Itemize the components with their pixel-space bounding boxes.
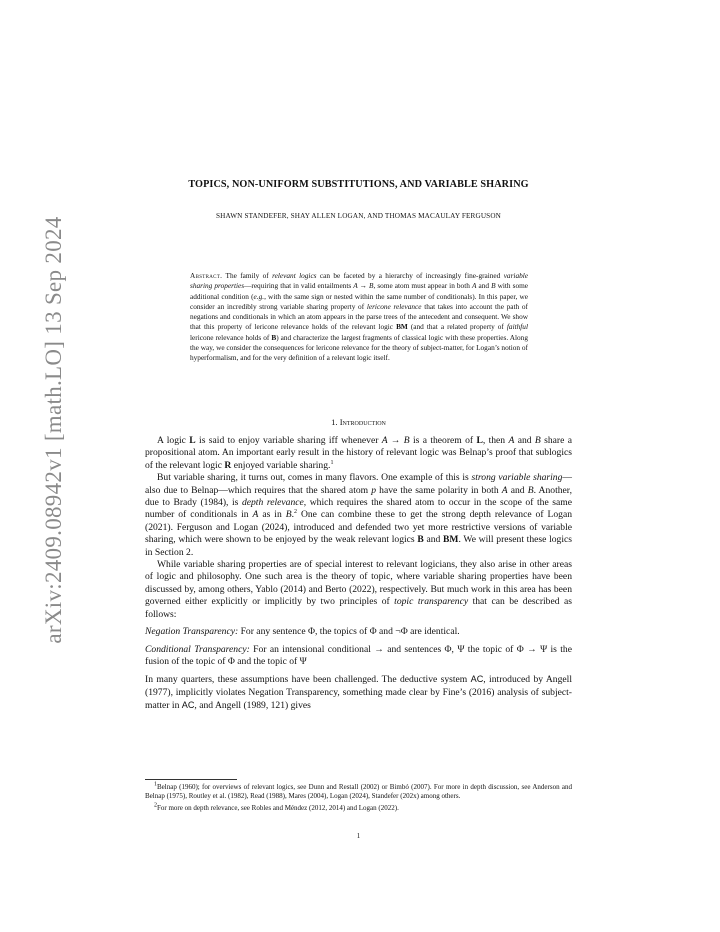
- abstract-text: ) and characterize the largest fragments of classical logic with these properties. Along the way, we consider the consequences for lericone relevance for the theory of subject-matter, for Logan’s notion of hyperformalism, and for the very definition of a relevant logic itself.: [190, 332, 528, 363]
- emph: strong variable sharing: [471, 472, 563, 484]
- abstract-emph: faithful: [506, 322, 528, 332]
- text-run: —also due to Belnap—which requires that the shared atom: [145, 472, 572, 496]
- text-run: , and Angell (1989, 121) gives: [194, 700, 311, 712]
- section-title: Introduction: [339, 417, 386, 427]
- text-run: have the same polarity in both: [376, 484, 502, 496]
- math: B: [285, 509, 292, 521]
- abstract-emph: lericone relevance: [366, 301, 422, 311]
- math: A → B: [381, 435, 410, 446]
- abstract-text: with some additional condition (: [190, 281, 529, 301]
- text-run: as in: [258, 509, 286, 521]
- text-run: and: [423, 534, 444, 546]
- arxiv-identifier-stamp: arXiv:2409.08942v1 [math.LO] 13 Sep 2024: [41, 216, 66, 644]
- footnote-mark: 1: [154, 781, 157, 788]
- emph: depth relevance: [241, 497, 304, 509]
- text-run: For an intensional conditional → and sentences Φ, Ψ the topic of Φ → Ψ is the fusion of the topic of Φ and the topic of Ψ: [145, 643, 572, 667]
- footnote-text: For more on depth relevance, see Robles and Méndez (2012, 2014) and Logan (2022).: [157, 803, 399, 812]
- abstract-math: B: [491, 281, 496, 291]
- abstract-text: lericone relevance holds of: [190, 332, 272, 342]
- principle-label: Negation Transparency:: [145, 626, 239, 638]
- math: B: [527, 484, 534, 496]
- text-run: A logic: [157, 435, 190, 446]
- logic-name: L: [476, 435, 483, 446]
- principle-label: Conditional Transparency:: [145, 643, 250, 655]
- text-run: One can combine these to get the strong depth relevance of Logan (2021). Ferguson and Logan (2024), introduced and defended two yet more restrictive versions of variable sharing, which were shown to be enjoyed by the weak relevant logics: [145, 509, 573, 546]
- paragraph: [145, 559, 572, 621]
- paragraph: [145, 673, 572, 712]
- abstract-text: , some atom must appear in both: [373, 281, 472, 291]
- text-run: . We will present these logics in Section 2.: [145, 534, 572, 558]
- text-run: For any sentence Φ, the topics of Φ and ¬Φ are identical.: [238, 626, 460, 638]
- text-run: is a theorem of: [409, 435, 477, 446]
- abstract-math: A → B: [353, 281, 374, 291]
- body-text: [145, 435, 572, 713]
- text-run: .: [291, 509, 294, 521]
- text-run: , which requires the shared atom to occur in the scope of the same number of conditionals in: [145, 497, 572, 521]
- math: A: [501, 484, 508, 496]
- principle-negation-transparency: [145, 626, 572, 638]
- section-number: 1.: [331, 417, 340, 427]
- logic-name: B: [417, 534, 424, 546]
- paragraph: [145, 435, 572, 472]
- abstract-emph: e.g.: [253, 291, 265, 301]
- math: p: [371, 484, 377, 496]
- text-run: and: [514, 435, 535, 446]
- footnotes: [145, 783, 572, 815]
- abstract-label: Abstract.: [190, 271, 223, 280]
- system-name: AC: [181, 700, 195, 711]
- principle-conditional-transparency: [145, 644, 572, 669]
- section-heading: [145, 417, 572, 427]
- math: B: [534, 435, 541, 446]
- abstract-emph: relevant logics: [272, 271, 317, 280]
- logic-name: R: [224, 459, 232, 471]
- system-name: AC: [470, 674, 484, 685]
- abstract-logic-name: BM: [396, 322, 408, 332]
- text-run: share a propositional atom. An important early result in the history of relevant logic was Belnap’s proof that sublogics of the relevant logic: [145, 435, 572, 471]
- page-number: 1: [356, 832, 361, 840]
- footnote-text: Belnap (1960); for overviews of relevant logics, see Dunn and Restall (2002) or Bimbó (2007). For more in depth discussion, see Anderson and Belnap (1975), Routley et al. (1982), Read (1988), Mares (2004), Logan (2024), Standefer (202x) among others.: [145, 783, 572, 801]
- text-run: that can be described as follows:: [145, 596, 572, 620]
- abstract-text: (and that a related property of: [407, 322, 507, 332]
- footnote: [145, 804, 572, 813]
- text-run: While variable sharing properties are of special interest to relevant logicians, they also arise in other areas of logic and philosophy. One such area is the theory of topic, where variable sharing properties have been discussed by, among others, Yablo (2014) and Berto (2022), respectively. But much work in this area has been governed either explicitly or implicitly by two principles of: [145, 559, 572, 608]
- abstract-text: —requiring that in valid entailments: [244, 281, 354, 291]
- text-run: is said to enjoy variable sharing iff whenever: [195, 435, 382, 446]
- footnote-marker: 1: [330, 459, 334, 466]
- text-run: , then: [482, 435, 509, 446]
- abstract: [190, 271, 528, 364]
- math: A: [508, 435, 515, 446]
- text-run: and: [507, 484, 528, 496]
- abstract-logic-name: B: [271, 332, 277, 342]
- abstract-math: A: [471, 281, 477, 291]
- abstract-emph: variable sharing properties: [190, 271, 529, 291]
- abstract-text: can be faceted by a hierarchy of increasingly fine-grained: [316, 271, 504, 280]
- abstract-text: , with the same sign or nested within the same number of conditionals). In this paper, we consider an incredibly strong variable sharing property of: [190, 291, 528, 311]
- text-run: But variable sharing, it turns out, comes in many flavors. One example of this is: [157, 472, 472, 484]
- paragraph: [145, 472, 572, 559]
- text-run: , introduced by Angell (1977), implicitly violates Negation Transparency, something made clear by Fine’s (2016) analysis of subject-matter in: [145, 674, 572, 712]
- footnote-rule: [145, 779, 237, 780]
- footnote: [145, 783, 572, 802]
- abstract-text: The family of: [222, 271, 273, 280]
- footnote-mark: 2: [154, 802, 157, 809]
- text-run: In many quarters, these assumptions have been challenged. The deductive system: [145, 674, 471, 686]
- paper-authors: SHAWN STANDEFER, SHAY ALLEN LOGAN, AND THOMAS MACAULAY FERGUSON: [215, 212, 502, 220]
- math: A: [252, 509, 259, 521]
- abstract-text: that takes into account the path of negations and conditionals in which an atom appears in the parse trees of the antecedent and consequent. We show that this property of lericone relevance holds of the relevant logic: [190, 301, 528, 332]
- abstract-text: and: [476, 281, 492, 291]
- footnote-marker: 2: [294, 509, 297, 516]
- paper-title: TOPICS, NON-UNIFORM SUBSTITUTIONS, AND VARIABLE SHARING: [188, 179, 529, 190]
- text-run: . Another, due to Brady (1984), is: [145, 484, 572, 509]
- text-run: enjoyed variable sharing.: [231, 459, 331, 471]
- emph: topic transparency: [394, 596, 469, 608]
- logic-name: BM: [443, 534, 459, 546]
- logic-name: L: [189, 435, 196, 446]
